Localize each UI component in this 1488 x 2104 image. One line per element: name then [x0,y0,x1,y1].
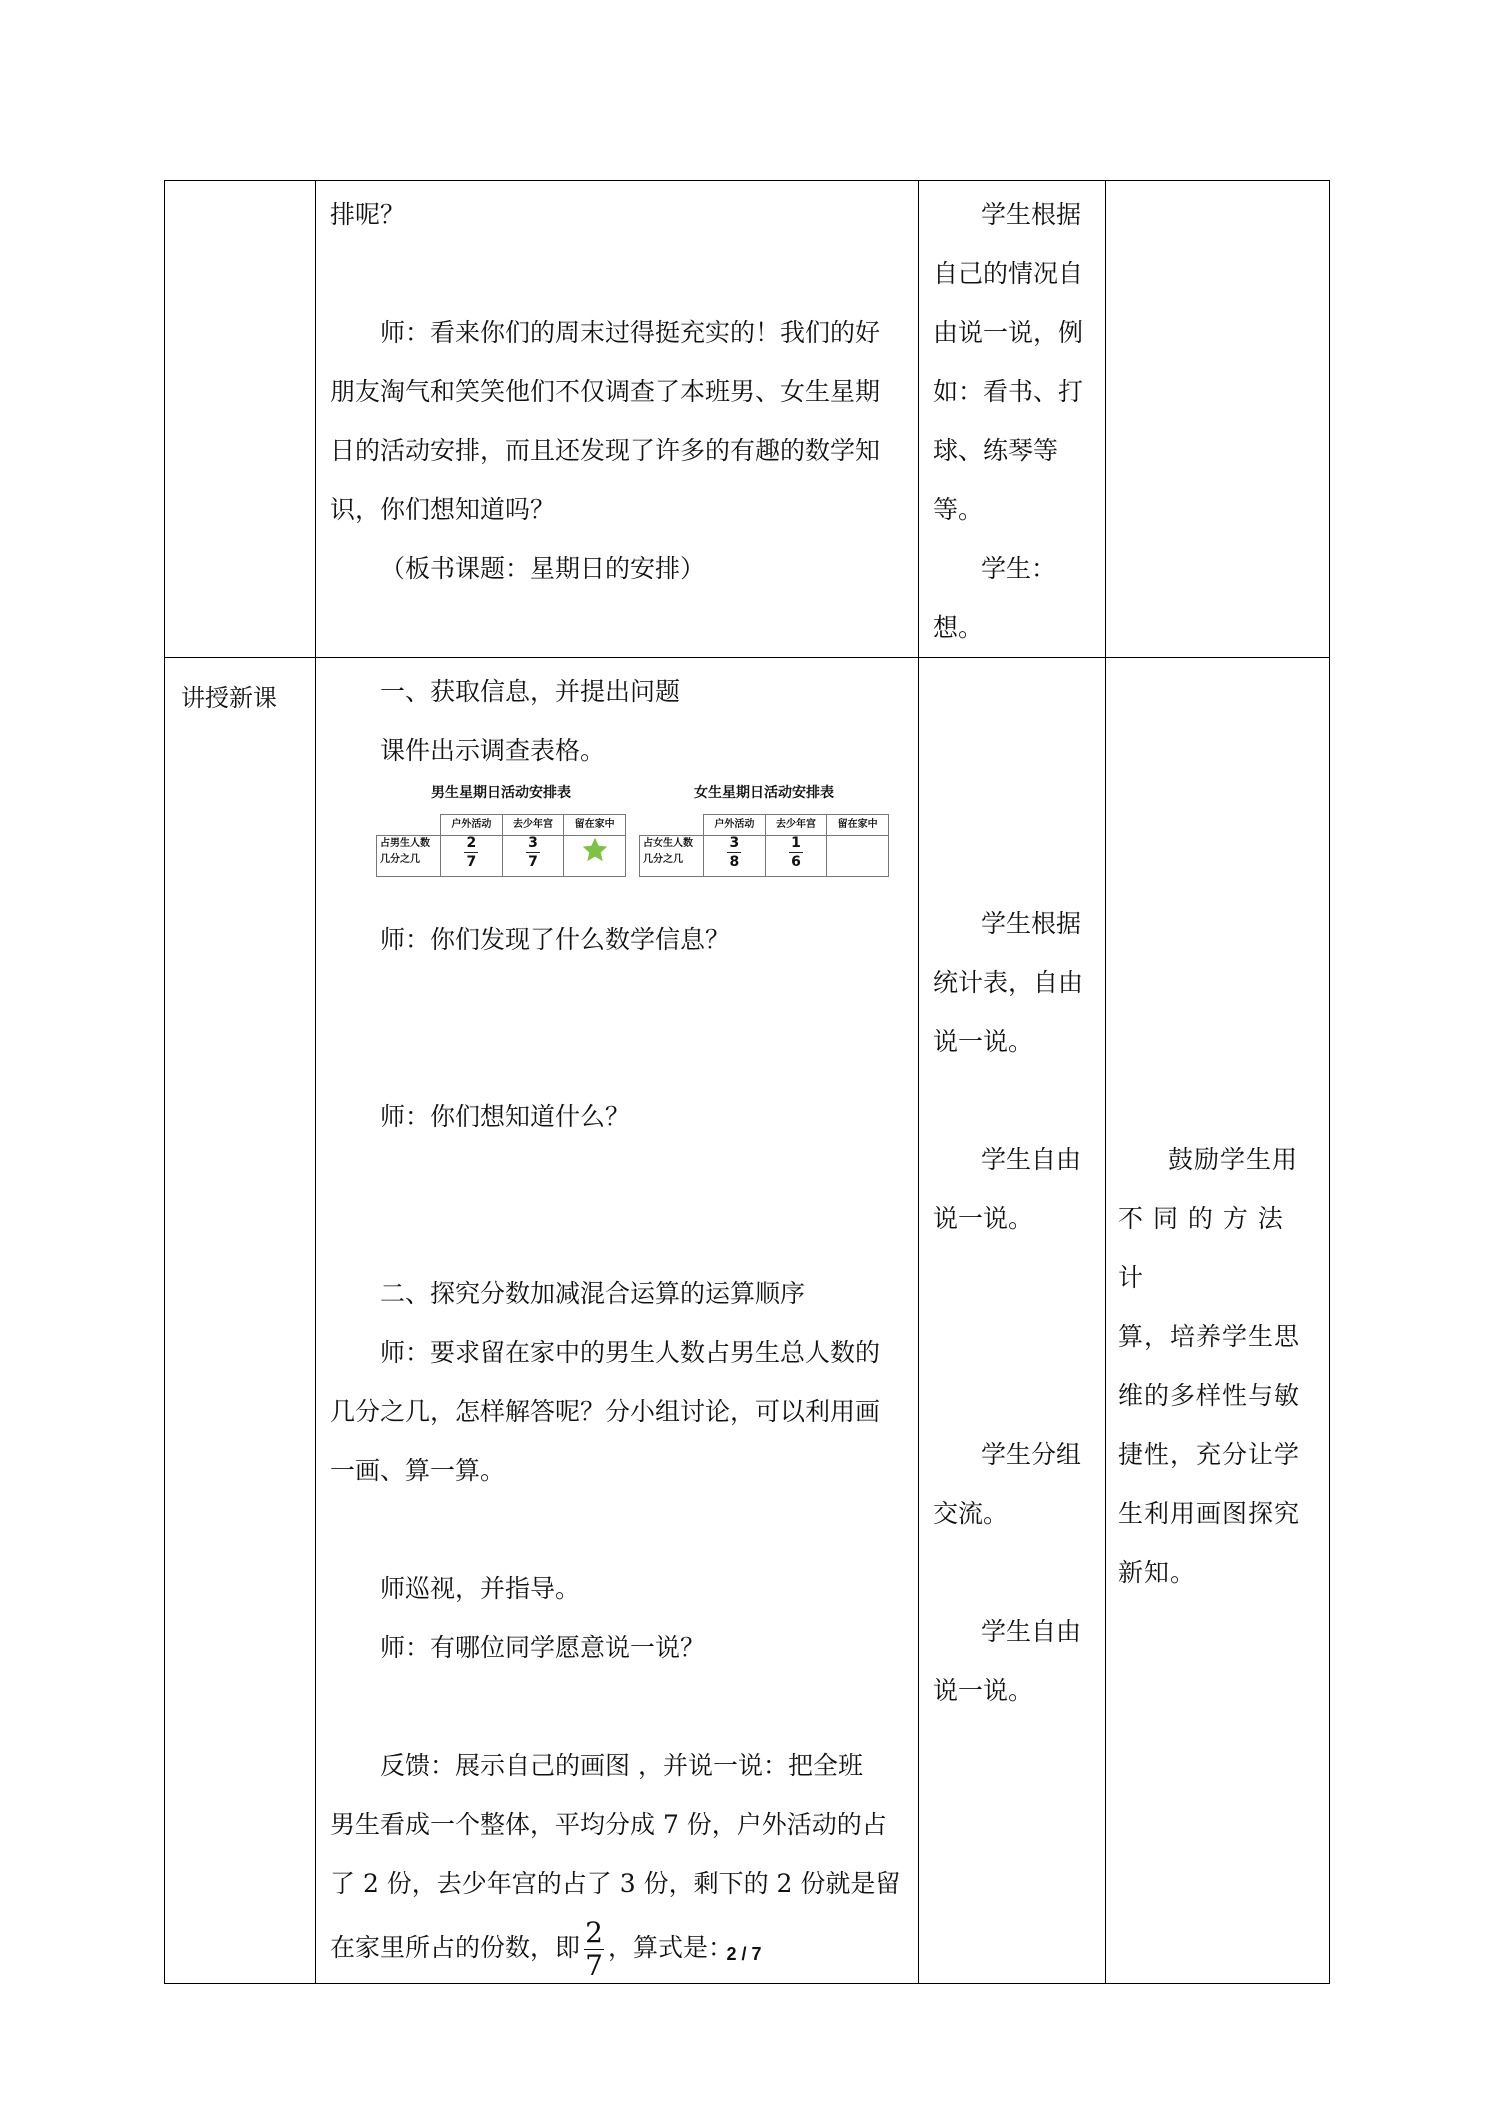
row-label: 占女生人数 几分之几 [640,836,704,877]
student-line: 说一说。 [933,1676,1034,1705]
girls-survey-table [639,780,889,877]
table-row [165,181,1330,658]
note-line: 新知。 [1118,1558,1197,1587]
teacher-content-cell [316,658,919,1984]
student-line: 说一说。 [933,1204,1034,1233]
header-palace: 去少年宫 [765,815,827,836]
lesson-plan-table [164,180,1330,1984]
section-heading: 一、获取信息，并提出问题 [380,677,681,706]
teacher-content-cell [316,181,919,658]
row-label: 占男生人数 几分之几 [377,836,441,877]
header-home: 留在家中 [564,815,626,836]
header-outdoor: 户外活动 [704,815,766,836]
note-line: 维的多样性与敏 [1118,1381,1301,1410]
fraction-palace: $\frac{3}{7}$ [502,836,564,877]
star-icon [581,836,609,864]
student-line: 自己的情况自 [933,259,1084,288]
student-line: 学生根据 [981,909,1082,938]
note-line: 算，培养学生思 [1118,1322,1301,1351]
header-home: 留在家中 [827,815,889,836]
note-line: 鼓励学生用 [1168,1145,1299,1174]
survey-tables [316,780,918,910]
content-line: 朋友淘气和笑笑他们不仅调查了本班男、女生星期 [330,377,881,406]
note-line: 生利用画图探究 [1118,1499,1301,1528]
stage-cell [165,181,316,658]
content-line: 课件出示调查表格。 [380,736,606,765]
student-line: 交流。 [933,1499,1009,1528]
content-line: 日的活动安排，而且还发现了许多的有趣的数学知 [330,436,881,465]
student-line: 说一说。 [933,1027,1034,1056]
content-line: 排呢？ [330,200,406,229]
design-note-cell [1106,181,1330,658]
fraction-outdoor: $\frac{2}{7}$ [441,836,503,877]
student-activity-cell [919,181,1106,658]
feedback-line: 反馈：展示自己的画图 ，并说一说：把全班 [380,1751,863,1780]
table-row [165,658,1330,1984]
feedback-line: 在家里所占的份数，即 $\frac{2}{7}$ ，算式是： [330,1916,734,1982]
page-number: 2 / 7 [726,1944,762,1964]
section-heading: 二、探究分数加减混合运算的运算顺序 [380,1279,806,1308]
student-line: 统计表，自由 [933,968,1084,997]
content-line: 师：要求留在家中的男生人数占男生总人数的 [380,1338,881,1367]
content-line: 师：有哪位同学愿意说一说？ [380,1633,706,1662]
content-line: 师：看来你们的周末过得挺充实的！我们的好 [380,318,881,347]
feedback-line: 男生看成一个整体，平均分成 7 份，户外活动的占 [330,1810,887,1839]
student-line: 学生自由 [981,1145,1082,1174]
design-note-cell [1106,658,1330,1984]
student-line: 球、练琴等等。 [933,436,1059,524]
boys-survey-table [376,780,626,877]
fraction-palace: $\frac{1}{6}$ [765,836,827,877]
student-line: 如：看书、打 [933,377,1084,406]
question-line: 师：你们发现了什么数学信息？ [380,925,731,954]
feedback-line: 了 2 份，去少年宫的占了 3 份，剩下的 2 份就是留 [330,1869,901,1898]
student-line: 学生自由 [981,1617,1082,1646]
stage-label: 讲授新课 [181,684,277,712]
student-line: 学生：想。 [933,554,1057,642]
content-line: 一画、算一算。 [330,1456,506,1485]
note-line: 不 同 的 方 法 计 [1118,1204,1284,1292]
fraction-two-sevenths: $\frac{2}{7}$ [585,1916,603,1982]
question-line: 师：你们想知道什么？ [380,1102,631,1131]
header-palace: 去少年宫 [502,815,564,836]
content-line: 识，你们想知道吗？ [330,495,556,524]
board-title-line: （板书课题：星期日的安排） [380,554,706,583]
content-line: 几分之几，怎样解答呢？分小组讨论，可以利用画 [330,1397,881,1426]
survey-title: 女生星期日活动安排表 [694,785,834,801]
student-line: 由说一说，例 [933,318,1084,347]
student-line: 学生分组 [981,1440,1082,1469]
survey-title: 男生星期日活动安排表 [431,785,571,801]
student-activity-cell [919,658,1106,1984]
content-line: 师巡视，并指导。 [380,1574,581,1603]
home-cell-empty [827,836,889,877]
note-line: 捷性，充分让学 [1118,1440,1301,1469]
student-line: 学生根据 [981,200,1082,229]
home-cell [564,836,626,877]
header-outdoor: 户外活动 [441,815,503,836]
stage-cell [165,658,316,1984]
fraction-outdoor: $\frac{3}{8}$ [704,836,766,877]
